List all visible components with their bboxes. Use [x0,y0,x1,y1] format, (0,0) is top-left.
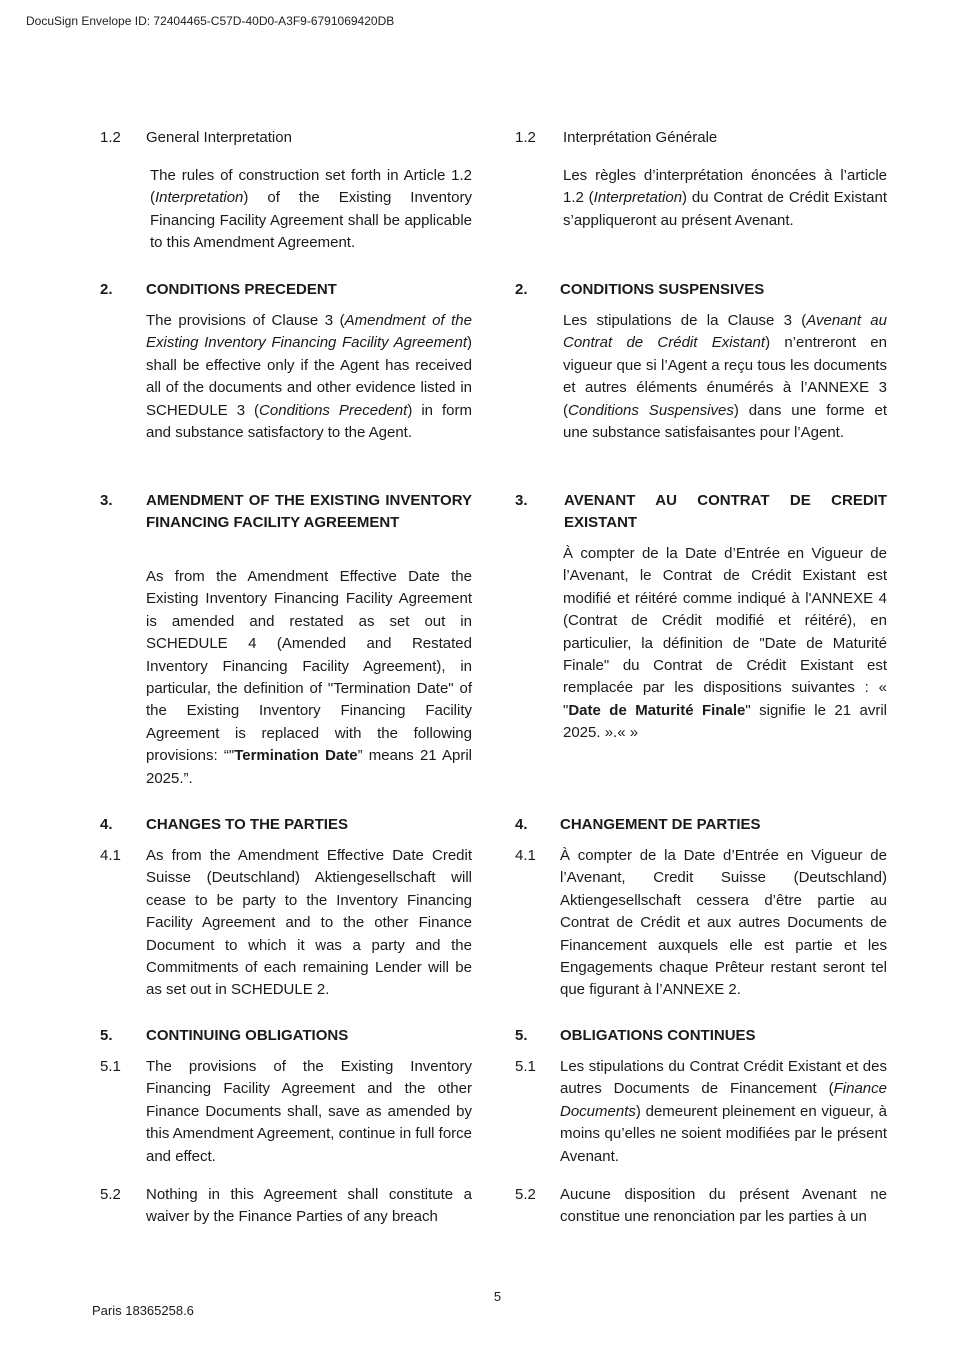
section-heading: CONTINUING OBLIGATIONS [146,1027,349,1044]
section-heading: CHANGEMENT DE PARTIES [560,816,761,833]
subsection-body: À compter de la Date d’Entrée en Vigueur de l’Avenant, Credit Suisse (Deutschland) Aktiengesellschaft cessera d’être partie au Contrat de Crédit et aux autres Documents de Financement auxquels elle est partie et les Engagements chaque Prêteur restant seront tel que figurant à l’ANNEXE 2. [560,847,887,999]
section-heading: AMENDMENT OF THE EXISTING INVENTORY FINANCING FACILITY AGREEMENT [146,492,472,532]
section-number: 2. [100,281,113,298]
section-heading: OBLIGATIONS CONTINUES [560,1027,756,1044]
section-body: As from the Amendment Effective Date the Existing Inventory Financing Facility Agreement is amended and restated as set out in SCHEDULE 4 (Amended and Restated Inventory Financing Facility Agreement), in particular, the definition of "Termination Date" of the Existing Inventory Financing Facility Agreement is replaced with the following provisions: “"Termination Date” means 21 April 2025.”. [146,568,473,787]
section-number: 4. [515,816,528,833]
subsection-number: 5.1 [515,1058,536,1075]
subsection-number: 4.1 [100,847,121,864]
section-heading: CONDITIONS PRECEDENT [146,281,337,298]
subsection-body: Les stipulations du Contrat Crédit Existant et des autres Documents de Financement (Finance Documents) demeurent pleinement en vigueur, à moins qu’elles ne soient modifiées par le présent Avenant. [560,1058,887,1165]
section-heading: Interprétation Générale [563,129,718,146]
section-number: 1.2 [100,129,121,146]
subsection-number: 5.2 [100,1186,121,1203]
section-body: À compter de la Date d’Entrée en Vigueur de l’Avenant, le Contrat de Crédit Existant est modifié et réitéré comme indiqué à l'ANNEXE 4 (Contrat de Crédit modifié et réitéré), en particulier, la définition de "Date de Maturité Finale" du Contrat de Crédit Existant est remplacée par les dispositions suivantes : « "Date de Maturité Finale" signifie le 21 avril 2025. ».« » [563,545,887,742]
section-number: 5. [100,1027,113,1044]
subsection-number: 5.1 [100,1058,121,1075]
section-number: 2. [515,281,528,298]
subsection-number: 5.2 [515,1186,536,1203]
section-number: 4. [100,816,113,833]
subsection-body: As from the Amendment Effective Date Credit Suisse (Deutschland) Aktiengesellschaft will cease to be party to the Inventory Financing Facility Agreement and to the other Finance Document to which it was a party and the Commitments of each remaining Lender will be as set out in SCHEDULE 2. [146,847,472,999]
docusign-envelope-id: DocuSign Envelope ID: 72404465-C57D-40D0-A3F9-6791069420DB [26,14,395,28]
section-number: 1.2 [515,129,536,146]
section-number: 3. [100,492,113,509]
subsection-body: The provisions of the Existing Inventory Financing Facility Agreement and the other Finance Documents shall, save as amended by this Amendment Agreement, continue in full force and effect. [146,1058,473,1165]
subsection-body: Aucune disposition du présent Avenant ne constitue une renonciation par les parties à un [560,1186,887,1226]
section-heading: CONDITIONS SUSPENSIVES [560,281,765,298]
section-body: The rules of construction set forth in Article 1.2 (Interpretation) of the Existing Inventory Financing Facility Agreement shall be applicable to this Amendment Agreement. [150,167,472,252]
section-body: Les règles d’interprétation énoncées à l’article 1.2 (Interpretation) du Contrat de Crédit Existant s’appliqueront au présent Avenant. [563,167,887,229]
page-number: 5 [493,1289,502,1304]
section-heading: AVENANT AU CONTRAT DE CREDIT EXISTANT [564,492,887,532]
subsection-number: 4.1 [515,847,536,864]
section-number: 5. [515,1027,528,1044]
section-heading: CHANGES TO THE PARTIES [146,816,348,833]
document-reference: Paris 18365258.6 [92,1303,194,1318]
section-body: Les stipulations de la Clause 3 (Avenant au Contrat de Crédit Existant) n’entreront en vigueur que si l’Agent a reçu tous les documents et autres éléments énumérés à l’ANNEXE 3 (Conditions Suspensives) dans une forme et une substance satisfaisantes pour l’Agent. [563,312,887,442]
section-body: The provisions of Clause 3 (Amendment of the Existing Inventory Financing Facility Agreement) shall be effective only if the Agent has received all of the documents and other evidence listed in SCHEDULE 3 (Conditions Precedent) in form and substance satisfactory to the Agent. [146,312,472,442]
section-number: 3. [515,492,528,509]
subsection-body: Nothing in this Agreement shall constitute a waiver by the Finance Parties of any breach [146,1186,472,1226]
section-heading: General Interpretation [146,129,292,146]
